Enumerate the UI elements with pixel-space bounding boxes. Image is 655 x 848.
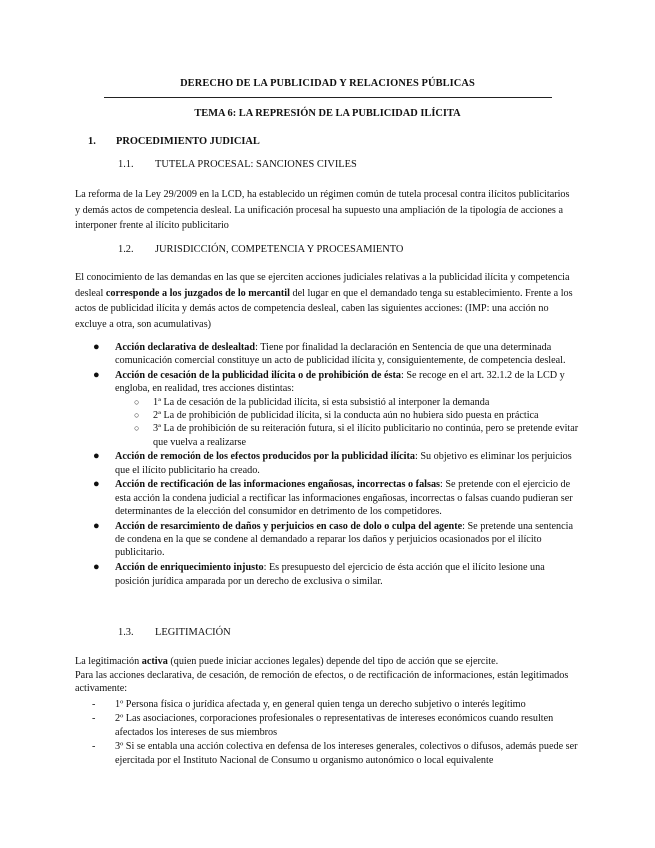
text-run: del lugar en que el demandado tenga su establecimiento. Frente a los actos de publicidad ilícita y demás actos de competencia desleal, caben las siguientes acciones: (IMP: una acción no excluye a otra, son acumulativas) xyxy=(75,287,573,330)
paragraph-line xyxy=(75,655,580,669)
list-item-accion-rectificacion xyxy=(75,478,580,518)
section-heading-1 xyxy=(88,136,260,147)
item-text: 3º Si se entabla una acción colectiva en defensa de los intereses generales, colectivos o difusos, además puede ser ejercitada por el Instituto Nacional de Consumo u organismo autonómico o local equivalente xyxy=(115,741,578,766)
bold-text-run: corresponde a los juzgados de lo mercantil xyxy=(105,287,290,299)
bullet-icon: ● xyxy=(93,341,100,353)
subsection-heading-1-3 xyxy=(118,627,231,638)
item-text: 2º Las asociaciones, corporaciones profesionales o representativas de intereses económicos cuando resulten afectados los intereses de sus miembros xyxy=(115,713,554,738)
bullet-icon: ● xyxy=(93,478,100,491)
item-text: 1º Persona física o jurídica afectada y, en general quien tenga un derecho subjetivo o interés legítimo xyxy=(115,699,526,710)
bullet-icon: ● xyxy=(93,561,100,574)
list-item-accion-cesacion xyxy=(75,369,580,449)
dash-bullet: - xyxy=(92,713,96,724)
subsection-number: 1.2. xyxy=(118,244,134,255)
list-item-accion-declarativa xyxy=(75,341,580,368)
list-item-accion-enriquecimiento xyxy=(75,561,580,588)
text-run: (quien puede iniciar acciones legales) depende del tipo de acción que se ejercite. xyxy=(167,656,499,667)
subsection-title: TUTELA PROCESAL: SANCIONES CIVILES xyxy=(155,159,357,170)
paragraph-line: Para las acciones declarativa, de cesación, de remoción de efectos, o de rectificación de informaciones, están legitimados activamente: xyxy=(75,669,569,694)
circle-bullet-icon: ○ xyxy=(134,423,140,434)
item-text: : Se pretende una sentencia de condena en la que se condene al demandado a reparar los daños y perjuicios ocasionados por el ilícito publicitario. xyxy=(115,520,574,559)
paragraph-tutela xyxy=(75,187,575,234)
item-text: : Es presupuesto del ejercicio de ésta acción que el ilícito lesione una posición jurídica amparada por un derecho de exclusiva o similar. xyxy=(115,562,545,587)
item-text: : Su objetivo es eliminar los perjuicios que el ilícito publicitario ha creado. xyxy=(115,451,572,476)
text-run: La legitimación xyxy=(75,656,142,667)
item-title: Acción de rectificación de las informaciones engañosas, incorrectas o falsas xyxy=(115,479,441,491)
dash-bullet: - xyxy=(92,741,96,752)
bullet-icon: ● xyxy=(93,369,100,382)
text-run: El conocimiento de las demandas en las que se ejerciten acciones judiciales relativas a la publicidad ilícita y competencia desleal xyxy=(75,272,570,299)
sublist-text: 2ª La de prohibición de publicidad ilícita, si la conducta aún no hubiera sido puesta en práctica xyxy=(153,409,539,421)
actions-list xyxy=(75,341,580,589)
sublist-item xyxy=(115,409,580,422)
subject-title: DERECHO DE LA PUBLICIDAD Y RELACIONES PÚBLICAS xyxy=(180,78,475,89)
paragraph-legitimacion xyxy=(75,655,580,696)
sublist-item xyxy=(115,396,580,409)
paragraph-text xyxy=(75,270,575,332)
title-divider xyxy=(104,97,552,98)
subsection-heading-1-1 xyxy=(118,159,357,170)
circle-bullet-icon: ○ xyxy=(134,396,140,407)
dash-list-item xyxy=(75,740,580,768)
item-text: : Tiene por finalidad la declaración en Sentencia de que una determinada comunicación comercial constituye un acto de publicidad ilícita y, consiguientemente, de competencia desleal. xyxy=(115,342,566,367)
theme-title: TEMA 6: LA REPRESIÓN DE LA PUBLICIDAD ILÍCITA xyxy=(194,108,461,119)
sublist-text: 3ª La de prohibición de su reiteración futura, si el ilícito publicitario no continúa, pero se pretende evitar que vuelva a realizarse xyxy=(153,423,579,448)
subsection-number: 1.3. xyxy=(118,627,134,638)
sublist-item xyxy=(115,422,580,449)
cesacion-sublist xyxy=(115,396,580,449)
sublist-text: 1ª La de cesación de la publicidad ilícita, si esta subsistió al interponer la demanda xyxy=(153,396,490,408)
paragraph-jurisdiccion xyxy=(75,270,575,332)
item-text: : Se pretende con el ejercicio de esta acción la condena judicial a rectificar las informaciones engañosas, incorrectas o falsas cuando pudieran ser determinantes de la elección del consumidor en detrimento de los competidores. xyxy=(115,479,573,518)
bullet-icon: ● xyxy=(93,450,100,463)
item-title: Acción de remoción de los efectos producidos por la publicidad ilícita xyxy=(115,451,415,463)
legitimados-list xyxy=(75,698,580,768)
item-title: Acción de enriquecimiento injusto xyxy=(115,562,264,574)
bold-text-run: activa xyxy=(141,656,168,667)
circle-bullet-icon: ○ xyxy=(134,409,140,420)
list-item-accion-resarcimiento xyxy=(75,520,580,560)
item-text: : Se recoge en el art. 32.1.2 de la LCD y engloba, en realidad, tres acciones distintas: xyxy=(115,370,565,395)
list-item-accion-remocion xyxy=(75,450,580,477)
subsection-number: 1.1. xyxy=(118,159,134,170)
subsection-title: LEGITIMACIÓN xyxy=(155,627,231,638)
bullet-icon: ● xyxy=(93,519,100,532)
dash-list-item xyxy=(75,712,580,740)
dash-bullet: - xyxy=(92,699,96,710)
section-title: PROCEDIMIENTO JUDICIAL xyxy=(116,136,260,147)
subsection-title: JURISDICCIÓN, COMPETENCIA Y PROCESAMIENTO xyxy=(155,244,404,255)
paragraph-text: La reforma de la Ley 29/2009 en la LCD, ha establecido un régimen común de tutela procesal contra ilícitos publicitarios y demás actos de competencia desleal. La unificación procesal ha supuesto una ampliación de la tipología de acciones a interponer frente al ilícito publicitario xyxy=(75,189,570,231)
dash-list-item xyxy=(75,698,580,712)
item-title: Acción declarativa de deslealtad xyxy=(115,342,256,353)
section-number: 1. xyxy=(88,136,96,147)
item-title: Acción de resarcimiento de daños y perjuicios en caso de dolo o culpa del agente xyxy=(115,520,463,532)
subsection-heading-1-2 xyxy=(118,244,403,255)
item-title: Acción de cesación de la publicidad ilícita o de prohibición de ésta xyxy=(115,370,401,382)
